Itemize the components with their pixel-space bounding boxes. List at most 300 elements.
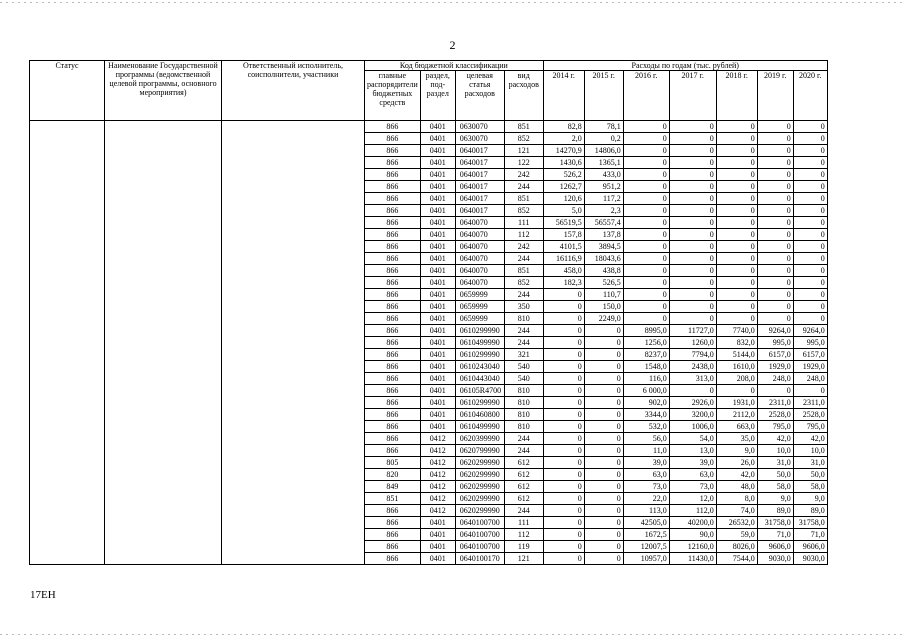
- table-cell: 1006,0: [669, 421, 716, 433]
- table-cell: 0: [623, 217, 669, 229]
- header-year-2016: 2016 г.: [623, 71, 669, 121]
- table-cell: 182,3: [543, 277, 584, 289]
- table-cell: 1548,0: [623, 361, 669, 373]
- table-cell: 1610,0: [716, 361, 757, 373]
- table-cell: 902,0: [623, 397, 669, 409]
- table-cell: 0401: [420, 421, 455, 433]
- table-cell: 0,2: [584, 133, 623, 145]
- table-cell: 0640070: [455, 265, 504, 277]
- table-cell: 612: [504, 457, 543, 469]
- table-cell: 438,8: [584, 265, 623, 277]
- table-cell: 42,0: [757, 433, 793, 445]
- header-main-manager: главные распорядители бюджетных средств: [365, 71, 421, 121]
- table-cell: 0: [543, 385, 584, 397]
- table-cell: 0: [623, 277, 669, 289]
- table-cell: 42,0: [716, 469, 757, 481]
- table-cell: 0401: [420, 373, 455, 385]
- table-cell: 54,0: [669, 433, 716, 445]
- table-cell: 0: [623, 289, 669, 301]
- table-cell: 0: [757, 241, 793, 253]
- table-cell: 866: [365, 541, 421, 553]
- table-cell: 0: [757, 277, 793, 289]
- table-cell: 0: [669, 301, 716, 313]
- table-cell: 0: [543, 553, 584, 565]
- table-cell: 866: [365, 433, 421, 445]
- table-cell: 244: [504, 289, 543, 301]
- table-cell: 0: [757, 193, 793, 205]
- table-cell: 9264,0: [757, 325, 793, 337]
- table-cell: 89,0: [757, 505, 793, 517]
- table-cell: 7794,0: [669, 349, 716, 361]
- table-cell: 40200,0: [669, 517, 716, 529]
- table-cell: 0: [584, 505, 623, 517]
- table-cell: 9030,0: [757, 553, 793, 565]
- table-cell: 112,0: [669, 505, 716, 517]
- table-cell: 56519,5: [543, 217, 584, 229]
- table-cell: 2,0: [543, 133, 584, 145]
- table-cell: 0401: [420, 517, 455, 529]
- table-cell: 31758,0: [757, 517, 793, 529]
- table-cell: 10,0: [793, 445, 827, 457]
- table-cell: 866: [365, 385, 421, 397]
- table-cell: 0: [716, 301, 757, 313]
- table-cell: 0412: [420, 469, 455, 481]
- table-cell: 0640100700: [455, 517, 504, 529]
- table-cell: 0: [623, 253, 669, 265]
- table-cell: 0: [543, 289, 584, 301]
- table-cell: 0401: [420, 121, 455, 133]
- table-cell: 0: [716, 265, 757, 277]
- bottom-scan-edge: [0, 634, 905, 635]
- table-cell: 0: [623, 241, 669, 253]
- table-cell: 137,8: [584, 229, 623, 241]
- table-cell: 0: [716, 229, 757, 241]
- table-cell: 0: [793, 145, 827, 157]
- table-cell: 0: [543, 505, 584, 517]
- table-cell: 0: [543, 361, 584, 373]
- table-cell: 795,0: [757, 421, 793, 433]
- table-cell: 0401: [420, 217, 455, 229]
- table-cell: 0: [584, 397, 623, 409]
- table-cell: 0610443040: [455, 373, 504, 385]
- table-cell: 851: [504, 193, 543, 205]
- table-cell: 89,0: [793, 505, 827, 517]
- table-cell: 0: [669, 145, 716, 157]
- table-cell: 0640070: [455, 253, 504, 265]
- table-cell: 111: [504, 217, 543, 229]
- table-cell: 3344,0: [623, 409, 669, 421]
- table-cell: 832,0: [716, 337, 757, 349]
- table-cell: 0401: [420, 169, 455, 181]
- table-cell: 11430,0: [669, 553, 716, 565]
- table-cell: 42,0: [793, 433, 827, 445]
- table-cell: 0: [543, 433, 584, 445]
- table-cell: 0: [757, 181, 793, 193]
- table-cell: 0659999: [455, 301, 504, 313]
- table-cell: 866: [365, 445, 421, 457]
- table-cell: 851: [365, 493, 421, 505]
- table-cell: 0401: [420, 529, 455, 541]
- table-cell: 82,8: [543, 121, 584, 133]
- table-cell: 866: [365, 241, 421, 253]
- table-cell: 0401: [420, 349, 455, 361]
- table-cell: 0: [584, 517, 623, 529]
- table-cell: 0: [716, 241, 757, 253]
- table-cell: 0: [584, 337, 623, 349]
- table-cell: 9606,0: [757, 541, 793, 553]
- table-cell: 3894,5: [584, 241, 623, 253]
- table-cell: 612: [504, 493, 543, 505]
- table-cell: 0: [623, 133, 669, 145]
- table-cell: 0: [584, 469, 623, 481]
- table-cell: 14806,0: [584, 145, 623, 157]
- table-cell: 2112,0: [716, 409, 757, 421]
- table-cell: 0: [584, 361, 623, 373]
- table-cell: 866: [365, 517, 421, 529]
- table-cell: 612: [504, 469, 543, 481]
- table-cell: 1260,0: [669, 337, 716, 349]
- table-cell: 0: [716, 133, 757, 145]
- table-cell: 0640070: [455, 217, 504, 229]
- table-cell: 866: [365, 349, 421, 361]
- table-cell: 852: [504, 277, 543, 289]
- table-cell: 0: [793, 277, 827, 289]
- table-cell: 0401: [420, 553, 455, 565]
- table-cell: 5,0: [543, 205, 584, 217]
- table-cell: 0: [669, 265, 716, 277]
- table-cell: 0412: [420, 505, 455, 517]
- table-cell: 0: [757, 121, 793, 133]
- table-cell: 0401: [420, 145, 455, 157]
- table-cell: 866: [365, 181, 421, 193]
- table-cell: 4101,5: [543, 241, 584, 253]
- table-cell: 0: [793, 301, 827, 313]
- table-cell: 612: [504, 481, 543, 493]
- table-cell: 0: [716, 217, 757, 229]
- table-cell: 0: [793, 205, 827, 217]
- table-cell: 248,0: [793, 373, 827, 385]
- table-cell: 0630070: [455, 133, 504, 145]
- table-cell: 540: [504, 361, 543, 373]
- table-cell: 0412: [420, 493, 455, 505]
- table-cell: 9,0: [716, 445, 757, 457]
- table-cell: 0: [669, 241, 716, 253]
- table-cell: 50,0: [793, 469, 827, 481]
- header-year-2015: 2015 г.: [584, 71, 623, 121]
- table-cell: 0: [669, 217, 716, 229]
- table-cell: 0: [757, 145, 793, 157]
- table-cell: 14270,9: [543, 145, 584, 157]
- table-cell: 11,0: [623, 445, 669, 457]
- table-cell: 866: [365, 289, 421, 301]
- table-cell: 866: [365, 193, 421, 205]
- table-cell: 0620299990: [455, 493, 504, 505]
- table-cell: 2528,0: [793, 409, 827, 421]
- table-cell: 0401: [420, 193, 455, 205]
- table-cell: 74,0: [716, 505, 757, 517]
- table-cell: 7740,0: [716, 325, 757, 337]
- table-cell: 0401: [420, 409, 455, 421]
- table-cell: 0: [669, 121, 716, 133]
- table-cell: 0: [757, 301, 793, 313]
- table-cell: 0: [793, 241, 827, 253]
- table-cell: 0: [584, 385, 623, 397]
- table-cell: 0: [793, 181, 827, 193]
- table-cell: 0: [757, 157, 793, 169]
- table-cell: 244: [504, 445, 543, 457]
- table-cell: 0401: [420, 313, 455, 325]
- table-cell: 0: [584, 541, 623, 553]
- table-cell: 0: [584, 421, 623, 433]
- table-cell: 0: [716, 157, 757, 169]
- table-cell: 866: [365, 157, 421, 169]
- table-cell: 6157,0: [757, 349, 793, 361]
- table-cell: 112: [504, 229, 543, 241]
- table-cell: 1672,5: [623, 529, 669, 541]
- table-cell: 18043,6: [584, 253, 623, 265]
- table-cell: 0610299990: [455, 397, 504, 409]
- table-cell: 866: [365, 337, 421, 349]
- table-cell: 0: [793, 133, 827, 145]
- table-cell: 0: [623, 301, 669, 313]
- status-cell: [30, 121, 105, 565]
- table-cell: 0: [669, 133, 716, 145]
- table-cell: 0: [669, 205, 716, 217]
- table-cell: 0: [543, 397, 584, 409]
- header-status: Статус: [30, 61, 105, 121]
- table-cell: 90,0: [669, 529, 716, 541]
- table-cell: 0630070: [455, 121, 504, 133]
- table-cell: 0: [543, 457, 584, 469]
- table-cell: 810: [504, 313, 543, 325]
- table-cell: 0: [757, 313, 793, 325]
- table-cell: 8237,0: [623, 349, 669, 361]
- table-cell: 0412: [420, 481, 455, 493]
- table-cell: 0: [669, 181, 716, 193]
- table-cell: 150,0: [584, 301, 623, 313]
- table-cell: 0401: [420, 205, 455, 217]
- table-cell: 0: [757, 133, 793, 145]
- table-cell: 39,0: [623, 457, 669, 469]
- table-cell: 820: [365, 469, 421, 481]
- table-cell: 0: [793, 229, 827, 241]
- table-cell: 0: [584, 373, 623, 385]
- table-cell: 0610299990: [455, 349, 504, 361]
- table-cell: 244: [504, 181, 543, 193]
- table-cell: 0: [543, 517, 584, 529]
- table-cell: 526,5: [584, 277, 623, 289]
- table-cell: 26,0: [716, 457, 757, 469]
- table-cell: 0: [584, 325, 623, 337]
- table-cell: 35,0: [716, 433, 757, 445]
- table-cell: 0: [716, 313, 757, 325]
- table-cell: 8995,0: [623, 325, 669, 337]
- table-cell: 0: [623, 229, 669, 241]
- footer-code: 17ЕН: [30, 589, 56, 601]
- table-cell: 0640070: [455, 277, 504, 289]
- table-cell: 532,0: [623, 421, 669, 433]
- table-cell: 851: [504, 121, 543, 133]
- table-cell: 78,1: [584, 121, 623, 133]
- table-cell: 866: [365, 253, 421, 265]
- table-cell: 805: [365, 457, 421, 469]
- table-cell: 0620399990: [455, 433, 504, 445]
- table-cell: 0: [669, 229, 716, 241]
- table-cell: 0620799990: [455, 445, 504, 457]
- table-cell: 0: [584, 493, 623, 505]
- table-cell: 0: [793, 217, 827, 229]
- table-cell: 0: [716, 121, 757, 133]
- table-cell: 0412: [420, 457, 455, 469]
- table-cell: 321: [504, 349, 543, 361]
- table-cell: 995,0: [793, 337, 827, 349]
- table-cell: 0401: [420, 301, 455, 313]
- table-cell: 63,0: [623, 469, 669, 481]
- table-cell: 810: [504, 409, 543, 421]
- table-cell: 0401: [420, 265, 455, 277]
- header-executor: Ответственный исполнитель, соисполнители, участники: [222, 61, 365, 121]
- table-cell: 0640017: [455, 181, 504, 193]
- table-cell: 12160,0: [669, 541, 716, 553]
- table-cell: 71,0: [757, 529, 793, 541]
- table-cell: 113,0: [623, 505, 669, 517]
- table-cell: 0: [623, 157, 669, 169]
- table-cell: 0: [716, 289, 757, 301]
- table-cell: 866: [365, 397, 421, 409]
- table-cell: 0610460800: [455, 409, 504, 421]
- header-target-article: целевая статья расходов: [455, 71, 504, 121]
- table-cell: 866: [365, 265, 421, 277]
- table-cell: 116,0: [623, 373, 669, 385]
- table-cell: 0: [543, 445, 584, 457]
- table-cell: 0: [584, 457, 623, 469]
- table-cell: 866: [365, 553, 421, 565]
- table-cell: 0: [543, 349, 584, 361]
- table-cell: 866: [365, 229, 421, 241]
- name-cell: [105, 121, 222, 565]
- table-cell: 0: [543, 481, 584, 493]
- table-cell: 0: [623, 121, 669, 133]
- table-cell: 0: [584, 349, 623, 361]
- table-cell: 0401: [420, 277, 455, 289]
- table-cell: 0401: [420, 241, 455, 253]
- table-cell: 810: [504, 421, 543, 433]
- table-cell: 157,8: [543, 229, 584, 241]
- table-cell: 0: [757, 229, 793, 241]
- table-cell: 866: [365, 205, 421, 217]
- table-cell: 242: [504, 169, 543, 181]
- table-cell: 1262,7: [543, 181, 584, 193]
- table-cell: 0: [623, 181, 669, 193]
- table-cell: 0: [669, 169, 716, 181]
- table-cell: 0: [543, 301, 584, 313]
- table-cell: 0: [669, 253, 716, 265]
- table-cell: 0610299990: [455, 325, 504, 337]
- table-cell: 121: [504, 553, 543, 565]
- table-cell: 58,0: [757, 481, 793, 493]
- table-cell: 0: [543, 373, 584, 385]
- table-cell: 26532,0: [716, 517, 757, 529]
- table-cell: 0: [584, 433, 623, 445]
- table-cell: 866: [365, 217, 421, 229]
- table-cell: 0401: [420, 133, 455, 145]
- header-year-2017: 2017 г.: [669, 71, 716, 121]
- table-cell: 9606,0: [793, 541, 827, 553]
- table-cell: 0: [669, 193, 716, 205]
- table-cell: 0620299990: [455, 457, 504, 469]
- table-cell: 244: [504, 337, 543, 349]
- table-cell: 2,3: [584, 205, 623, 217]
- table-cell: 851: [504, 265, 543, 277]
- table-cell: 0: [757, 253, 793, 265]
- table-cell: 0: [623, 169, 669, 181]
- table-cell: 12,0: [669, 493, 716, 505]
- table-cell: 0401: [420, 337, 455, 349]
- table-cell: 0: [669, 277, 716, 289]
- table-cell: 71,0: [793, 529, 827, 541]
- table-cell: 866: [365, 529, 421, 541]
- table-cell: 12007,5: [623, 541, 669, 553]
- table-cell: 244: [504, 253, 543, 265]
- table-cell: 0: [757, 169, 793, 181]
- header-name: Наименование Государственной программы (ведомственной целевой программы, основного мероприятия): [105, 61, 222, 121]
- table-cell: 866: [365, 133, 421, 145]
- table-cell: 13,0: [669, 445, 716, 457]
- table-cell: 0640017: [455, 169, 504, 181]
- table-cell: 244: [504, 433, 543, 445]
- table-cell: 0: [623, 265, 669, 277]
- table-cell: 866: [365, 301, 421, 313]
- table-cell: 0: [793, 253, 827, 265]
- table-cell: 06105R4700: [455, 385, 504, 397]
- table-cell: 0: [793, 289, 827, 301]
- table-cell: 0640017: [455, 145, 504, 157]
- table-cell: 0401: [420, 157, 455, 169]
- header-budget-code: Код бюджетной классификации: [365, 61, 544, 71]
- header-expenses: Расходы по годам (тыс. рублей): [543, 61, 827, 71]
- table-cell: 0: [793, 121, 827, 133]
- table-cell: 2249,0: [584, 313, 623, 325]
- table-cell: 795,0: [793, 421, 827, 433]
- table-cell: 0: [757, 217, 793, 229]
- table-cell: 0: [669, 313, 716, 325]
- table-row: [30, 121, 828, 133]
- table-cell: 2438,0: [669, 361, 716, 373]
- table-cell: 458,0: [543, 265, 584, 277]
- table-cell: 0640017: [455, 157, 504, 169]
- table-cell: 0: [543, 469, 584, 481]
- table-cell: 0620299990: [455, 481, 504, 493]
- table-cell: 0: [543, 541, 584, 553]
- table-cell: 313,0: [669, 373, 716, 385]
- table-cell: 866: [365, 361, 421, 373]
- table-cell: 852: [504, 133, 543, 145]
- table-cell: 1430,6: [543, 157, 584, 169]
- table-cell: 0: [584, 553, 623, 565]
- table-cell: 0: [716, 385, 757, 397]
- table-cell: 73,0: [669, 481, 716, 493]
- table-cell: 9,0: [757, 493, 793, 505]
- table-cell: 0640017: [455, 205, 504, 217]
- table-cell: 0640100700: [455, 529, 504, 541]
- table-cell: 122: [504, 157, 543, 169]
- table-cell: 244: [504, 325, 543, 337]
- table-cell: 0: [716, 181, 757, 193]
- table-cell: 0401: [420, 541, 455, 553]
- table-cell: 0: [623, 205, 669, 217]
- table-cell: 866: [365, 145, 421, 157]
- table-cell: 995,0: [757, 337, 793, 349]
